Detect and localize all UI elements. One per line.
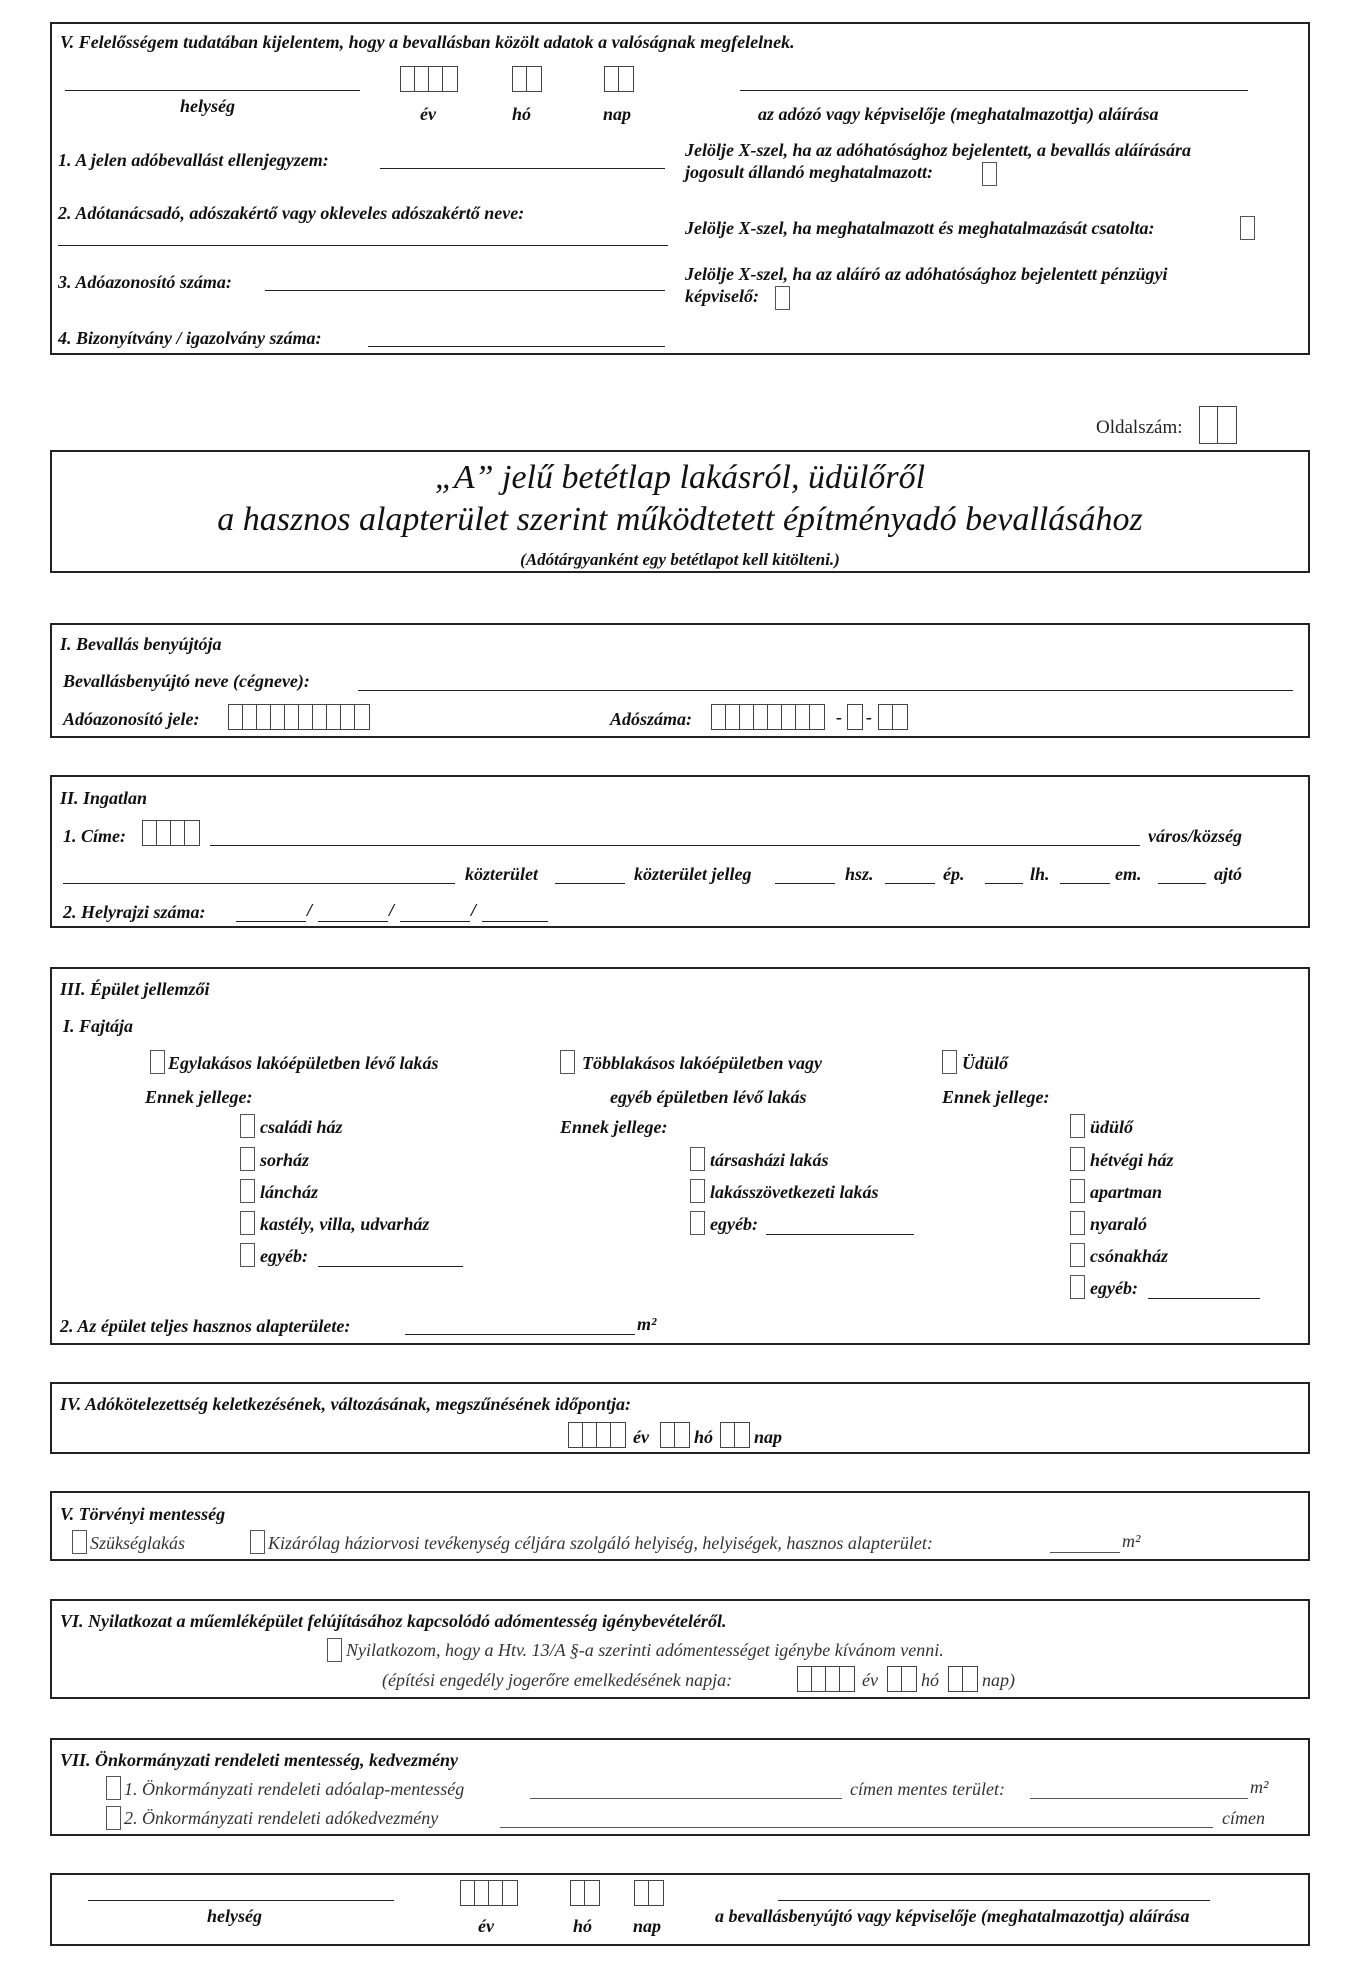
tax-id-label: 3. Adóazonosító száma: (58, 272, 232, 292)
obligation-month-cells[interactable] (660, 1422, 690, 1448)
housing-coop-label: lakásszövetkezeti lakás (710, 1182, 879, 1202)
submitter-taxid-label: Adóazonosító jele: (63, 709, 200, 729)
permanent-proxy-text-b: jogosult állandó meghatalmazott: (685, 162, 934, 182)
gp-office-checkbox[interactable] (250, 1530, 265, 1554)
castle-villa-label: kastély, villa, udvarház (260, 1214, 430, 1234)
local-discount-checkbox[interactable] (106, 1806, 121, 1830)
local-discount-end: címen (1222, 1808, 1265, 1828)
permanent-proxy-checkbox[interactable] (982, 162, 997, 186)
multi-dwelling-label-a: Többlakásos lakóépületben vagy (582, 1053, 822, 1073)
obligation-month-label: hó (694, 1427, 714, 1447)
submitter-taxid-cells[interactable] (228, 704, 370, 730)
col3-other-label: egyéb: (1090, 1278, 1138, 1298)
street-label: közterület (465, 864, 539, 884)
resort-checkbox[interactable] (1070, 1114, 1085, 1138)
footer-year-cells[interactable] (460, 1880, 518, 1906)
monument-statement: Nyilatkozom, hogy a Htv. 13/A §-a szerinti adómentességet igénybe kívánom venni. (346, 1640, 944, 1660)
tax-id-field[interactable] (265, 290, 665, 291)
condominium-checkbox[interactable] (690, 1147, 705, 1171)
submitter-taxnum-cells-1[interactable] (711, 704, 825, 730)
street-field[interactable] (63, 883, 455, 884)
place-field[interactable] (65, 90, 360, 91)
certificate-field[interactable] (368, 346, 665, 347)
col1-other-label: egyéb: (260, 1246, 308, 1266)
row-house-label: sorház (260, 1150, 310, 1170)
boathouse-checkbox[interactable] (1070, 1243, 1085, 1267)
certificate-label: 4. Bizonyítvány / igazolvány száma: (58, 328, 322, 348)
signature-label: az adózó vagy képviselője (meghatalmazottja) aláírása (758, 104, 1159, 124)
local-base-exemption-field[interactable] (530, 1798, 842, 1799)
emergency-dwelling-label: Szükséglakás (90, 1533, 185, 1553)
gp-office-area-field[interactable] (1050, 1552, 1120, 1553)
exempt-area-field[interactable] (1030, 1798, 1248, 1799)
col3-other-checkbox[interactable] (1070, 1275, 1085, 1299)
property-heading: II. Ingatlan (60, 788, 148, 808)
local-discount-label: 2. Önkormányzati rendeleti adókedvezmény (124, 1808, 439, 1828)
local-base-exemption-label: 1. Önkormányzati rendeleti adóalap-mentesség (124, 1779, 465, 1799)
obligation-date-heading: IV. Adókötelezettség keletkezésének, változásának, megszűnésének időpontja: (60, 1394, 631, 1414)
summer-house-label: nyaraló (1090, 1214, 1148, 1234)
footer-month-cells[interactable] (570, 1880, 600, 1906)
permit-year-label: év (862, 1670, 878, 1690)
stair-label: lh. (1030, 864, 1050, 884)
year-cells[interactable] (400, 66, 458, 92)
submitter-taxnum-cells-3[interactable] (878, 704, 908, 730)
condominium-label: társasházi lakás (710, 1150, 829, 1170)
property-section (50, 775, 1310, 928)
advisor-label: 2. Adótanácsadó, adószakértő vagy okleveles adószakértő neve: (58, 203, 525, 223)
parcel-slash-2: / (389, 900, 395, 920)
permit-day-label: nap) (982, 1670, 1015, 1690)
financial-rep-checkbox[interactable] (775, 286, 790, 310)
gp-office-area-unit: m² (1122, 1531, 1141, 1551)
house-number-field[interactable] (775, 883, 835, 884)
apartment-label: apartman (1090, 1182, 1163, 1202)
zip-cells[interactable] (142, 820, 200, 846)
permit-month-cells[interactable] (887, 1666, 917, 1692)
weekend-house-checkbox[interactable] (1070, 1147, 1085, 1171)
col3-other-field[interactable] (1148, 1298, 1260, 1299)
submitter-taxnum-cells-2[interactable] (847, 704, 863, 730)
local-base-exemption-checkbox[interactable] (106, 1776, 121, 1800)
address-label: 1. Címe: (63, 826, 126, 846)
type-heading: I. Fajtája (63, 1016, 134, 1036)
footer-year-label: év (478, 1916, 494, 1936)
financial-rep-text-a: Jelölje X-szel, ha az aláíró az adóhatósághoz bejelentett pénzügyi (685, 264, 1168, 284)
obligation-year-label: év (633, 1427, 649, 1447)
signature-field[interactable] (740, 90, 1248, 91)
family-house-label: családi ház (260, 1117, 343, 1137)
parcel-field-2[interactable] (318, 921, 388, 922)
house-number-label: hsz. (845, 864, 874, 884)
month-label: hó (512, 104, 532, 124)
building-label: ép. (943, 864, 965, 884)
year-label: év (420, 104, 436, 124)
obligation-year-cells[interactable] (568, 1422, 626, 1448)
parcel-field-4[interactable] (482, 921, 548, 922)
proxy-attached-checkbox[interactable] (1240, 216, 1255, 240)
footer-place-label: helység (207, 1906, 262, 1926)
family-house-checkbox[interactable] (240, 1114, 255, 1138)
advisor-field[interactable] (58, 245, 668, 246)
submitter-name-label: Bevallásbenyújtó neve (cégneve): (63, 671, 310, 691)
monument-checkbox[interactable] (327, 1638, 342, 1662)
col2-other-checkbox[interactable] (690, 1211, 705, 1235)
title-note: (Adótárgyanként egy betétlapot kell kitölteni.) (520, 550, 840, 569)
submitter-taxnum-label: Adószáma: (610, 709, 693, 729)
single-dwelling-sub: Ennek jellege: (145, 1087, 253, 1107)
col1-other-field[interactable] (318, 1266, 463, 1267)
parcel-field-1[interactable] (236, 921, 306, 922)
city-field[interactable] (210, 845, 1140, 846)
holiday-home-checkbox[interactable] (942, 1050, 957, 1074)
emergency-dwelling-checkbox[interactable] (72, 1530, 87, 1554)
street-type-field[interactable] (555, 883, 625, 884)
building-field[interactable] (885, 883, 935, 884)
footer-month-label: hó (573, 1916, 593, 1936)
declaration-heading: V. Felelősségem tudatában kijelentem, hogy a bevallásban közölt adatok a valóságnak megfelelnek. (60, 32, 795, 52)
floor-label: em. (1115, 864, 1142, 884)
multi-dwelling-sub: Ennek jellege: (560, 1117, 668, 1137)
statutory-exemption-heading: V. Törvényi mentesség (60, 1504, 226, 1524)
permit-year-cells[interactable] (797, 1666, 855, 1692)
parcel-slash-1: / (307, 900, 313, 920)
taxnum-dash-1: - (836, 707, 842, 727)
financial-rep-text-b: képviselő: (685, 286, 759, 306)
declaration-section (50, 22, 1310, 355)
door-field[interactable] (1158, 883, 1206, 884)
city-label: város/község (1148, 826, 1242, 846)
place-label: helység (180, 96, 235, 116)
permit-day-cells[interactable] (948, 1666, 978, 1692)
permanent-proxy-text-a: Jelölje X-szel, ha az adóhatósághoz bejelentett, a bevallás aláírására (685, 140, 1192, 160)
col2-other-field[interactable] (766, 1234, 914, 1235)
door-label: ajtó (1214, 864, 1243, 884)
single-dwelling-label: Egylakásos lakóépületben lévő lakás (168, 1053, 439, 1073)
building-heading: III. Épület jellemzői (60, 979, 210, 999)
castle-villa-checkbox[interactable] (240, 1211, 255, 1235)
permit-date-label: (építési engedély jogerőre emelkedésének napja: (382, 1670, 733, 1690)
countersign-label: 1. A jelen adóbevallást ellenjegyzem: (58, 150, 329, 170)
chain-house-checkbox[interactable] (240, 1179, 255, 1203)
floor-area-label: 2. Az épület teljes hasznos alapterülete: (60, 1316, 351, 1336)
weekend-house-label: hétvégi ház (1090, 1150, 1174, 1170)
parcel-field-3[interactable] (400, 921, 470, 922)
exempt-area-unit: m² (1250, 1777, 1269, 1797)
title-line-2: a hasznos alapterület szerint működtetett építményadó bevallásához (217, 501, 1143, 538)
footer-signature-label: a bevallásbenyújtó vagy képviselője (meghatalmazottja) aláírása (715, 1906, 1190, 1926)
floor-area-unit: m² (637, 1314, 657, 1334)
proxy-attached-text: Jelölje X-szel, ha meghatalmazott és meghatalmazását csatolta: (685, 218, 1155, 238)
page-number-label: Oldalszám: (1096, 417, 1183, 438)
stair-field[interactable] (985, 883, 1023, 884)
apartment-checkbox[interactable] (1070, 1179, 1085, 1203)
parcel-label: 2. Helyrajzi száma: (63, 902, 206, 922)
floor-field[interactable] (1060, 883, 1110, 884)
exempt-area-label: címen mentes terület: (850, 1779, 1005, 1799)
day-label: nap (603, 104, 632, 124)
chain-house-label: láncház (260, 1182, 319, 1202)
local-exemption-heading: VII. Önkormányzati rendeleti mentesség, kedvezmény (60, 1750, 458, 1770)
gp-office-label: Kizárólag háziorvosi tevékenység céljára szolgáló helyiség, helyiségek, hasznos alapterület: (268, 1533, 933, 1553)
submitter-name-field[interactable] (358, 690, 1293, 691)
countersign-field[interactable] (380, 168, 665, 169)
street-type-label: közterület jelleg (634, 864, 752, 884)
obligation-day-cells[interactable] (720, 1422, 750, 1448)
page-number-cells[interactable] (1199, 406, 1237, 444)
col1-other-checkbox[interactable] (240, 1243, 255, 1267)
multi-dwelling-label-b: egyéb épületben lévő lakás (610, 1087, 807, 1107)
day-cells[interactable] (604, 66, 634, 92)
month-cells[interactable] (512, 66, 542, 92)
obligation-day-label: nap (754, 1427, 783, 1447)
taxnum-dash-2: - (866, 707, 872, 727)
submitter-heading: I. Bevallás benyújtója (60, 634, 222, 654)
parcel-slash-3: / (471, 900, 477, 920)
housing-coop-checkbox[interactable] (690, 1179, 705, 1203)
floor-area-field[interactable] (405, 1334, 635, 1335)
permit-month-label: hó (921, 1670, 939, 1690)
footer-day-label: nap (633, 1916, 662, 1936)
multi-dwelling-checkbox[interactable] (560, 1050, 575, 1074)
footer-signature-field[interactable] (778, 1900, 1210, 1901)
title-line-1: „A” jelű betétlap lakásról, üdülőről (434, 459, 926, 496)
summer-house-checkbox[interactable] (1070, 1211, 1085, 1235)
local-discount-field[interactable] (500, 1827, 1213, 1828)
single-dwelling-checkbox[interactable] (150, 1050, 165, 1074)
row-house-checkbox[interactable] (240, 1147, 255, 1171)
col2-other-label: egyéb: (710, 1214, 758, 1234)
monument-heading: VI. Nyilatkozat a műemléképület felújításához kapcsolódó adómentesség igénybevételéről. (60, 1611, 727, 1631)
footer-place-field[interactable] (88, 1900, 394, 1901)
footer-day-cells[interactable] (634, 1880, 664, 1906)
holiday-home-label: Üdülő (962, 1053, 1009, 1073)
holiday-home-sub: Ennek jellege: (942, 1087, 1050, 1107)
boathouse-label: csónakház (1090, 1246, 1169, 1266)
resort-label: üdülő (1090, 1117, 1134, 1137)
